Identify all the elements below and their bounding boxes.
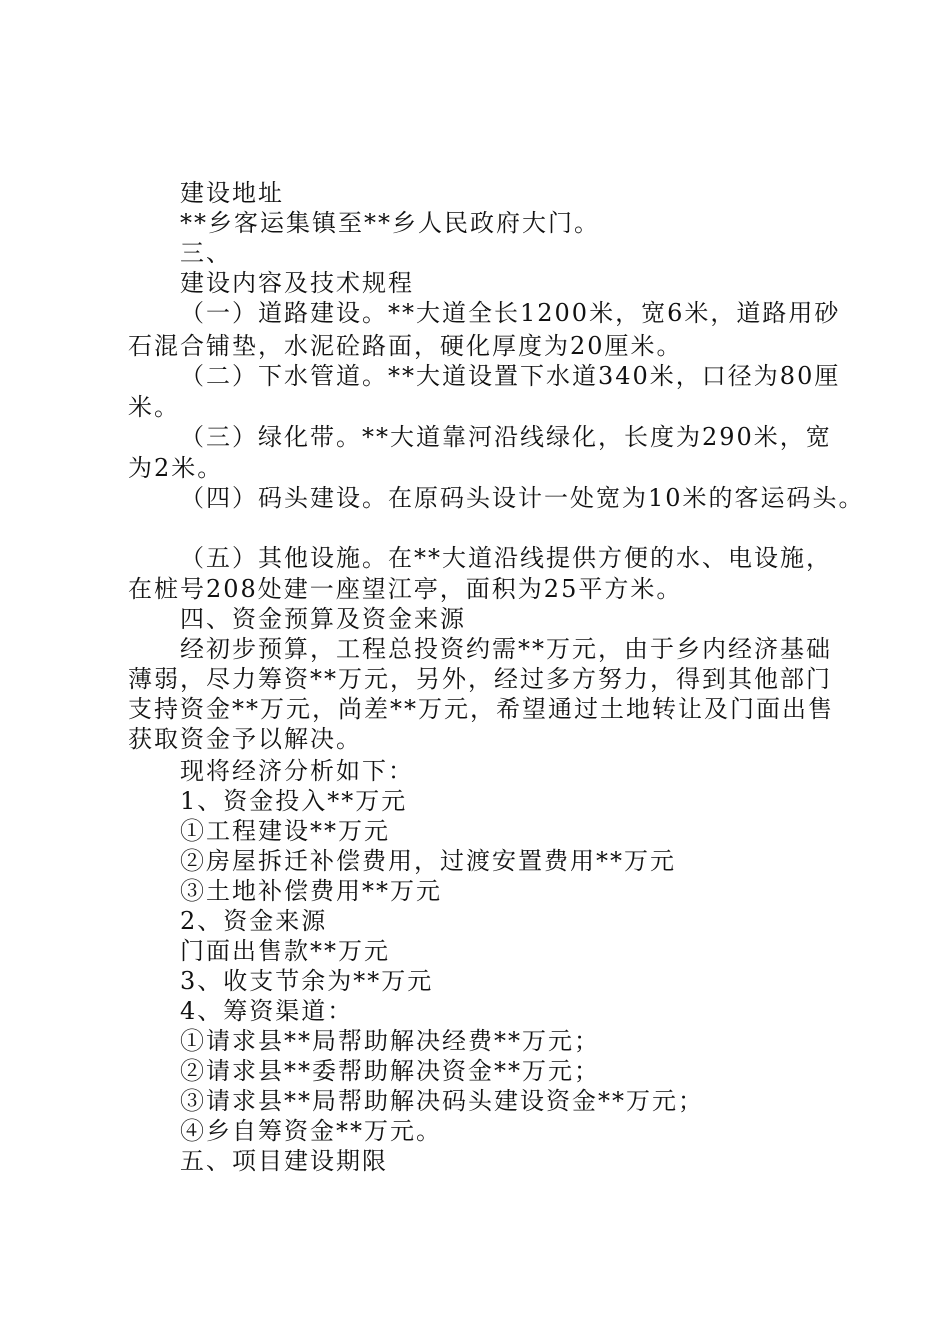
line-other-2: 在桩号208处建一座望江亭，面积为25平方米。 <box>128 575 683 603</box>
line-budget-3: 支持资金**万元，尚差**万元，希望通过土地转让及门面出售 <box>128 695 834 723</box>
line-wharf: （四）码头建设。在原码头设计一处宽为10米的客运码头。 <box>180 484 865 512</box>
line-investment: 1、资金投入**万元 <box>180 787 408 815</box>
line-analysis-intro: 现将经济分析如下： <box>180 757 414 785</box>
line-channels: 4、筹资渠道： <box>180 997 354 1025</box>
line-channel-4: ④乡自筹资金**万元。 <box>180 1117 442 1145</box>
line-channel-2: ②请求县**委帮助解决资金**万元； <box>180 1057 600 1085</box>
line-investment-item-2: ②房屋拆迁补偿费用，过渡安置费用**万元 <box>180 847 676 875</box>
line-section-four: 四、资金预算及资金来源 <box>180 605 466 633</box>
line-section-three: 三、 <box>180 239 232 267</box>
line-green-1: （三）绿化带。**大道靠河沿线绿化，长度为290米，宽 <box>180 423 832 451</box>
line-channel-3: ③请求县**局帮助解决码头建设资金**万元； <box>180 1087 704 1115</box>
line-funding-source: 2、资金来源 <box>180 907 328 935</box>
line-balance: 3、收支节余为**万元 <box>180 967 434 995</box>
line-budget-1: 经初步预算，工程总投资约需**万元，由于乡内经济基础 <box>180 635 832 663</box>
line-road-2: 石混合铺垫，水泥砼路面，硬化厚度为20厘米。 <box>128 332 683 360</box>
line-site-address: **乡客运集镇至**乡人民政府大门。 <box>180 209 600 237</box>
line-channel-1: ①请求县**局帮助解决经费**万元； <box>180 1027 600 1055</box>
line-green-2: 为2米。 <box>128 454 224 482</box>
line-content-heading: 建设内容及技术规程 <box>180 269 414 297</box>
line-budget-4: 获取资金予以解决。 <box>128 725 362 753</box>
line-section-five: 五、项目建设期限 <box>180 1147 388 1175</box>
line-other-1: （五）其他设施。在**大道沿线提供方便的水、电设施， <box>180 544 832 572</box>
line-investment-item-1: ①工程建设**万元 <box>180 817 390 845</box>
line-shop-sales: 门面出售款**万元 <box>180 937 390 965</box>
line-investment-item-3: ③土地补偿费用**万元 <box>180 877 442 905</box>
line-sewer-2: 米。 <box>128 393 180 421</box>
line-site-heading: 建设地址 <box>180 179 284 207</box>
line-sewer-1: （二）下水管道。**大道设置下水道340米，口径为80厘 <box>180 362 841 390</box>
line-road-1: （一）道路建设。**大道全长1200米，宽6米，道路用砂 <box>180 299 841 327</box>
line-budget-2: 薄弱，尽力筹资**万元，另外，经过多方努力，得到其他部门 <box>128 665 832 693</box>
